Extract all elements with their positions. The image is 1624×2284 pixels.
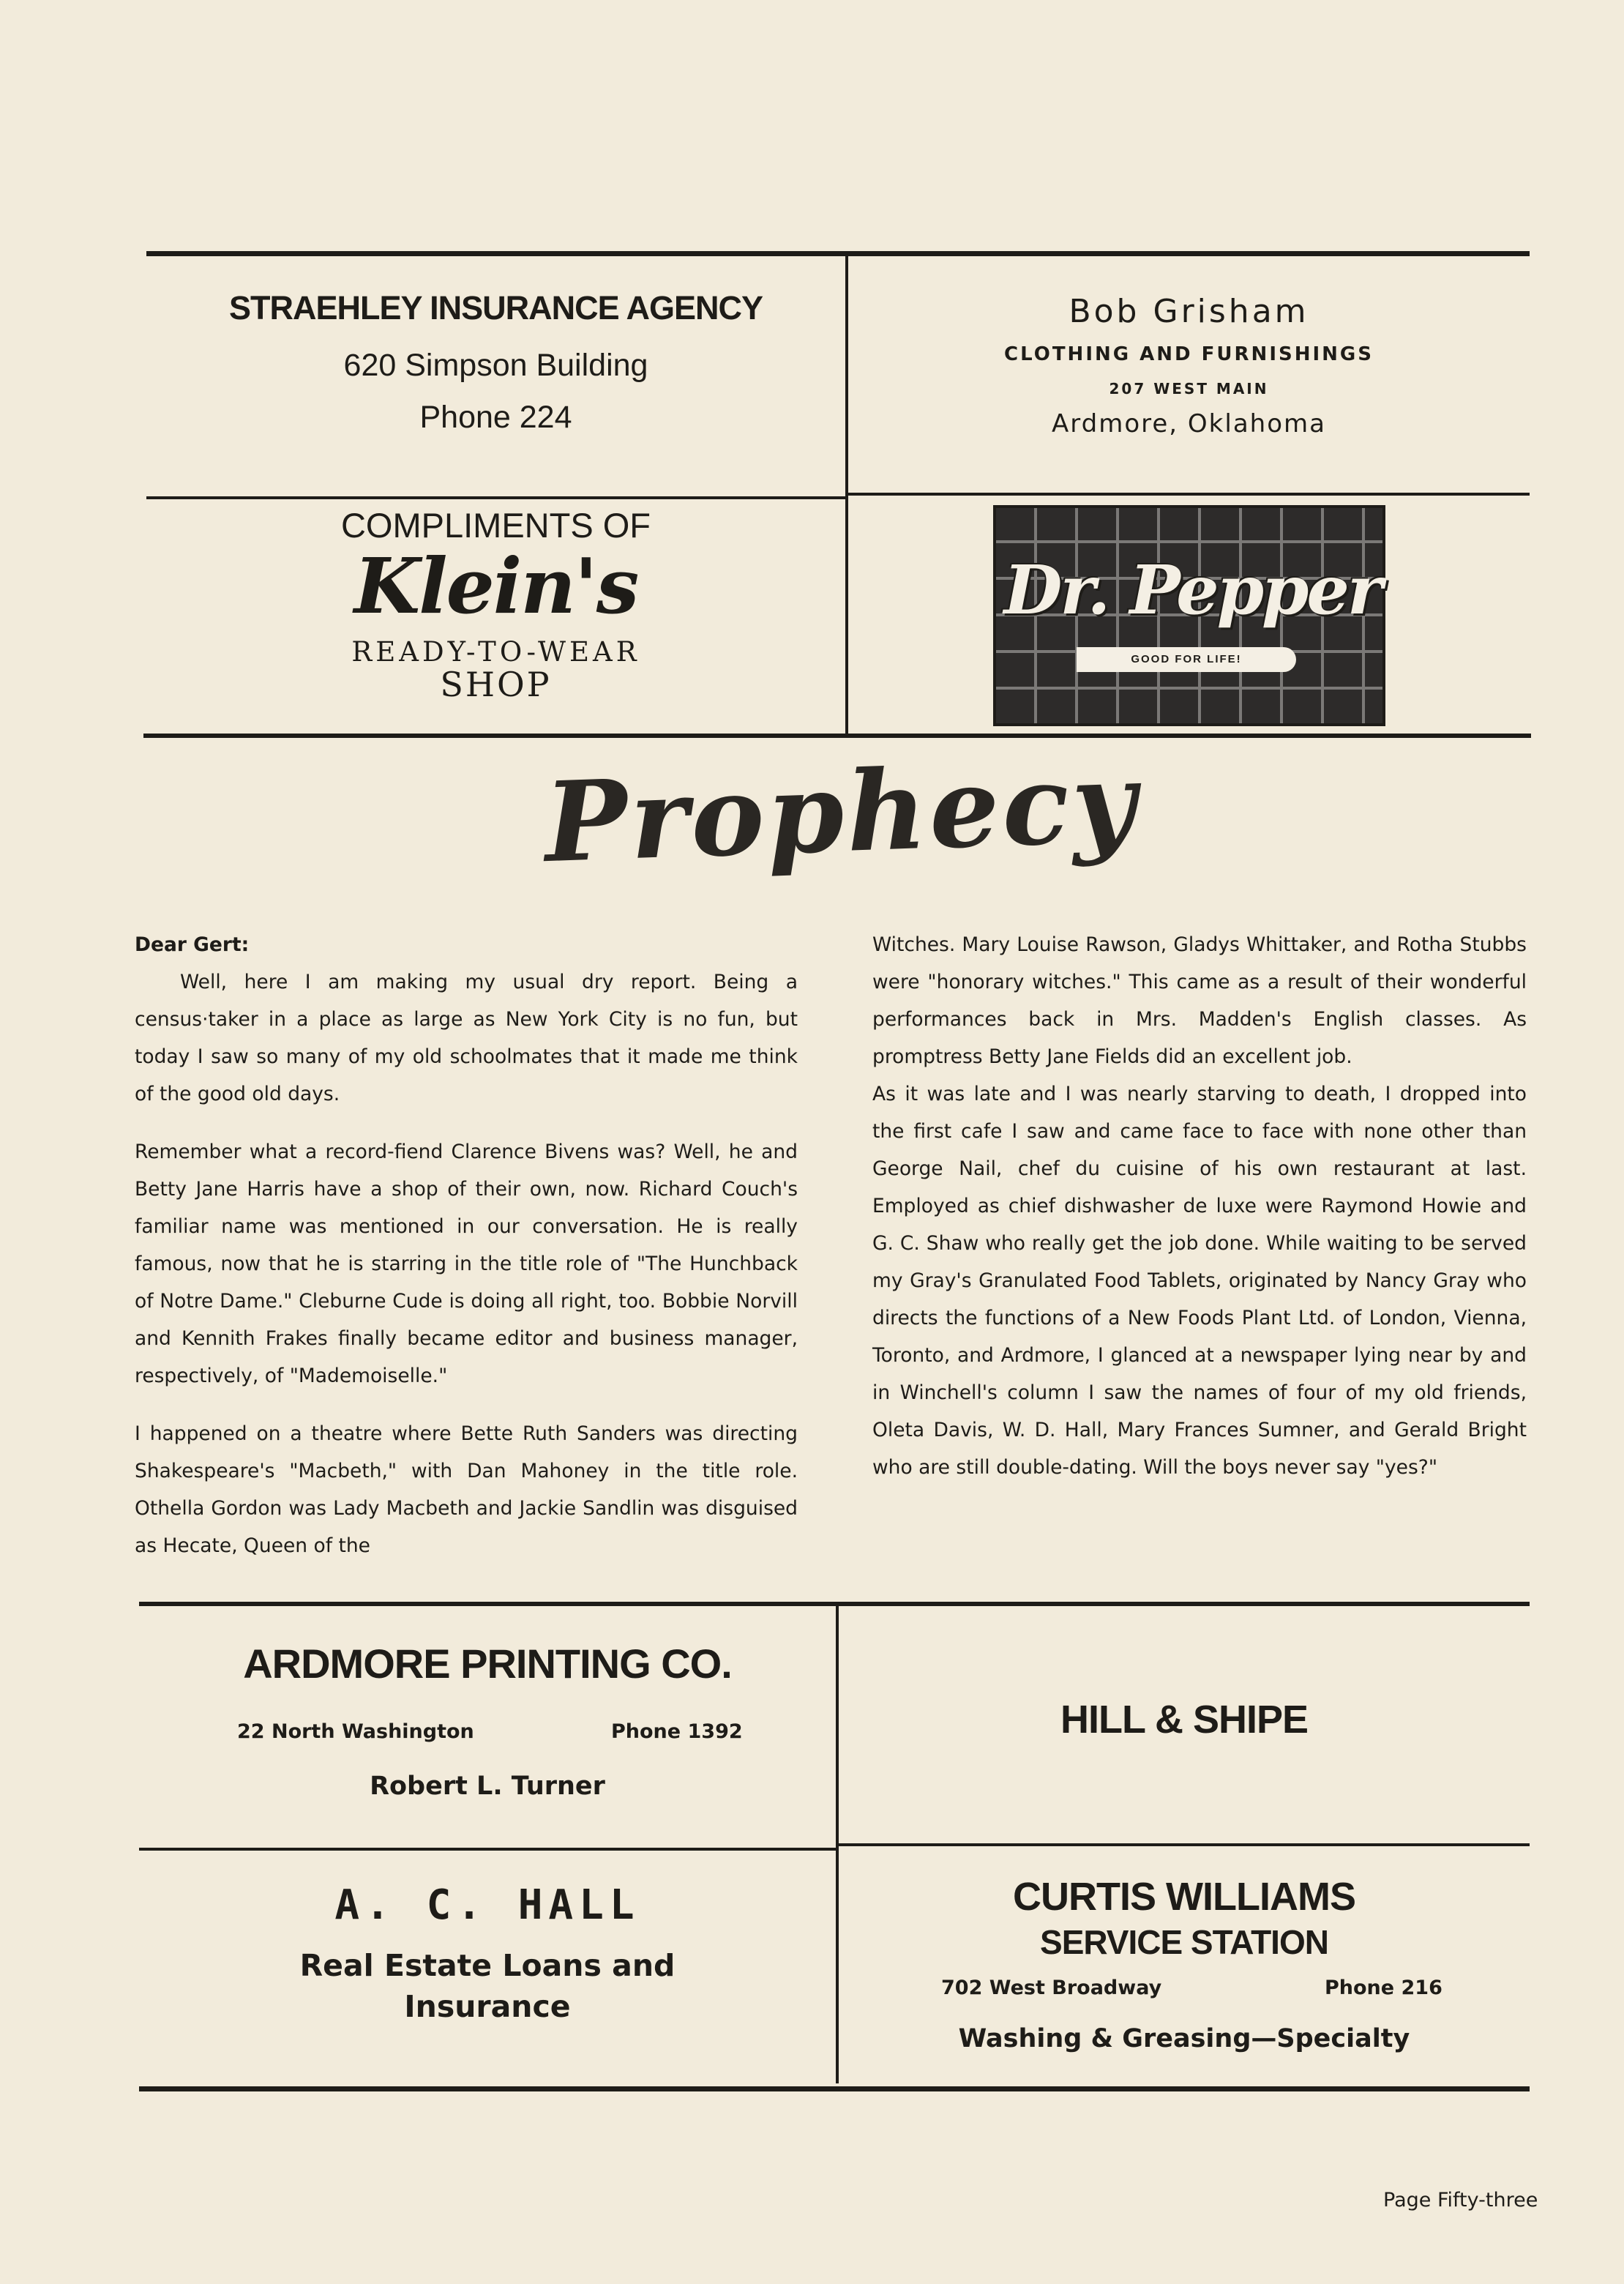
top-middle-rule-left [146, 496, 845, 499]
printing-person: Robert L. Turner [370, 1772, 605, 1801]
drpepper-wordmark: Dr. Pepper [1003, 551, 1381, 630]
straehley-address: 620 Simpson Building [343, 348, 648, 383]
klein-ready-to-wear: READY-TO-WEAR [351, 636, 640, 668]
ac-hall-line2: Insurance [404, 1989, 571, 2024]
paragraph: Witches. Mary Louise Rawson, Gladys Whittaker, and Rotha Stubbs were "honorary witches." This came as a result of their wonderful performances back in Mrs. Madden's English classes. As promptress Betty Jane Fields did an excellent job. [872, 933, 1527, 1068]
grisham-line2: 207 WEST MAIN [1109, 380, 1269, 398]
bottom-rule [139, 2086, 1530, 2091]
drpepper-slogan: GOOD FOR LIFE! [1077, 647, 1296, 672]
salutation: Dear Gert: [135, 933, 250, 956]
bottom-top-rule [139, 1602, 1530, 1606]
curtis-address: 702 West Broadway [941, 1977, 1162, 1999]
ac-hall-name: A. C. HALL [334, 1881, 640, 1929]
top-middle-rule-right [848, 493, 1530, 496]
grisham-name: Bob Grisham [1069, 293, 1309, 330]
ad-kleins [146, 505, 845, 732]
curtis-phone: Phone 216 [1325, 1977, 1442, 1999]
ad-bob-grisham [848, 293, 1530, 483]
paragraph: Well, here I am making my usual dry report. Being a census·taker in a place as large as New York City is no fun, but today I saw so many of my old schoolmates that it made me think of the good old days. [135, 971, 798, 1105]
paragraph: As it was late and I was nearly starving to death, I dropped into the first cafe I saw and came face to face with none other than George Nail, chef du cuisine of his own restaurant at last. Employed as chief dishwasher de luxe were Raymond Howie and G. C. Shaw who really get the job done. While waiting to be served my Gray's Granulated Food Tablets, originated by Nancy Gray who directs the functions of a New Foods Plant Ltd. of London, Vienna, Toronto, and Ardmore, I glanced at a newspaper lying near by and in Winchell's column I saw the names of four of my old friends, Oleta Davis, W. D. Hall, Mary Frances Sumner, and Gerald Bright who are still double-dating. Will the boys never say "yes?" [872, 1083, 1527, 1479]
drpepper-logo [993, 505, 1385, 726]
grisham-line1: CLOTHING AND FURNISHINGS [1004, 343, 1374, 365]
ad-ardmore-printing [139, 1640, 836, 1837]
top-bottom-rule [143, 734, 1531, 738]
printing-address: 22 North Washington [237, 1720, 474, 1743]
prophecy-left-column [135, 926, 798, 1585]
page-number: Page Fifty-three [1383, 2189, 1538, 2212]
ad-ac-hall [139, 1881, 836, 2079]
straehley-phone: Phone 224 [419, 400, 572, 435]
straehley-name: STRAEHLEY INSURANCE AGENCY [228, 289, 763, 326]
klein-name: Klein's [353, 541, 638, 631]
curtis-specialty: Washing & Greasing—Specialty [958, 2024, 1410, 2053]
ad-straehley-insurance [146, 289, 845, 479]
ad-hill-shipe: HILL & SHIPE [1060, 1698, 1309, 1742]
bottom-middle-rule-right [839, 1843, 1530, 1846]
prophecy-right-column [872, 926, 1527, 1600]
paragraph: I happened on a theatre where Bette Ruth Sanders was directing Shakespeare's "Macbeth," with Dan Mahoney in the title role. Othella Gordon was Lady Macbeth and Jackie Sandlin was disguised as Hecate, Queen of the [135, 1422, 798, 1557]
bottom-middle-rule-left [139, 1848, 836, 1851]
klein-shop: SHOP [440, 665, 552, 704]
printing-name: ARDMORE PRINTING CO. [243, 1641, 732, 1687]
curtis-name: CURTIS WILLIAMS [1013, 1875, 1355, 1919]
ad-curtis-williams [839, 1874, 1530, 2083]
klein-compliments: COMPLIMENTS OF [340, 506, 651, 545]
ac-hall-line1: Real Estate Loans and [299, 1948, 676, 1983]
printing-phone: Phone 1392 [611, 1720, 743, 1743]
paragraph: Remember what a record-fiend Clarence Bivens was? Well, he and Betty Jane Harris have a shop of their own, now. Richard Couch's familiar name was mentioned in our conversation. He is really famous, now that he is starring in the title role of "The Hunchback of Notre Dame." Cleburne Cude is doing all right, too. Bobbie Norvill and Kennith Frakes finally became editor and business manager, respectively, of "Mademoiselle." [135, 1141, 798, 1387]
grisham-city: Ardmore, Oklahoma [1052, 409, 1326, 438]
prophecy-title: Prophecy [542, 737, 1141, 888]
curtis-line1: SERVICE STATION [1040, 1923, 1328, 1961]
top-rule [146, 251, 1530, 256]
